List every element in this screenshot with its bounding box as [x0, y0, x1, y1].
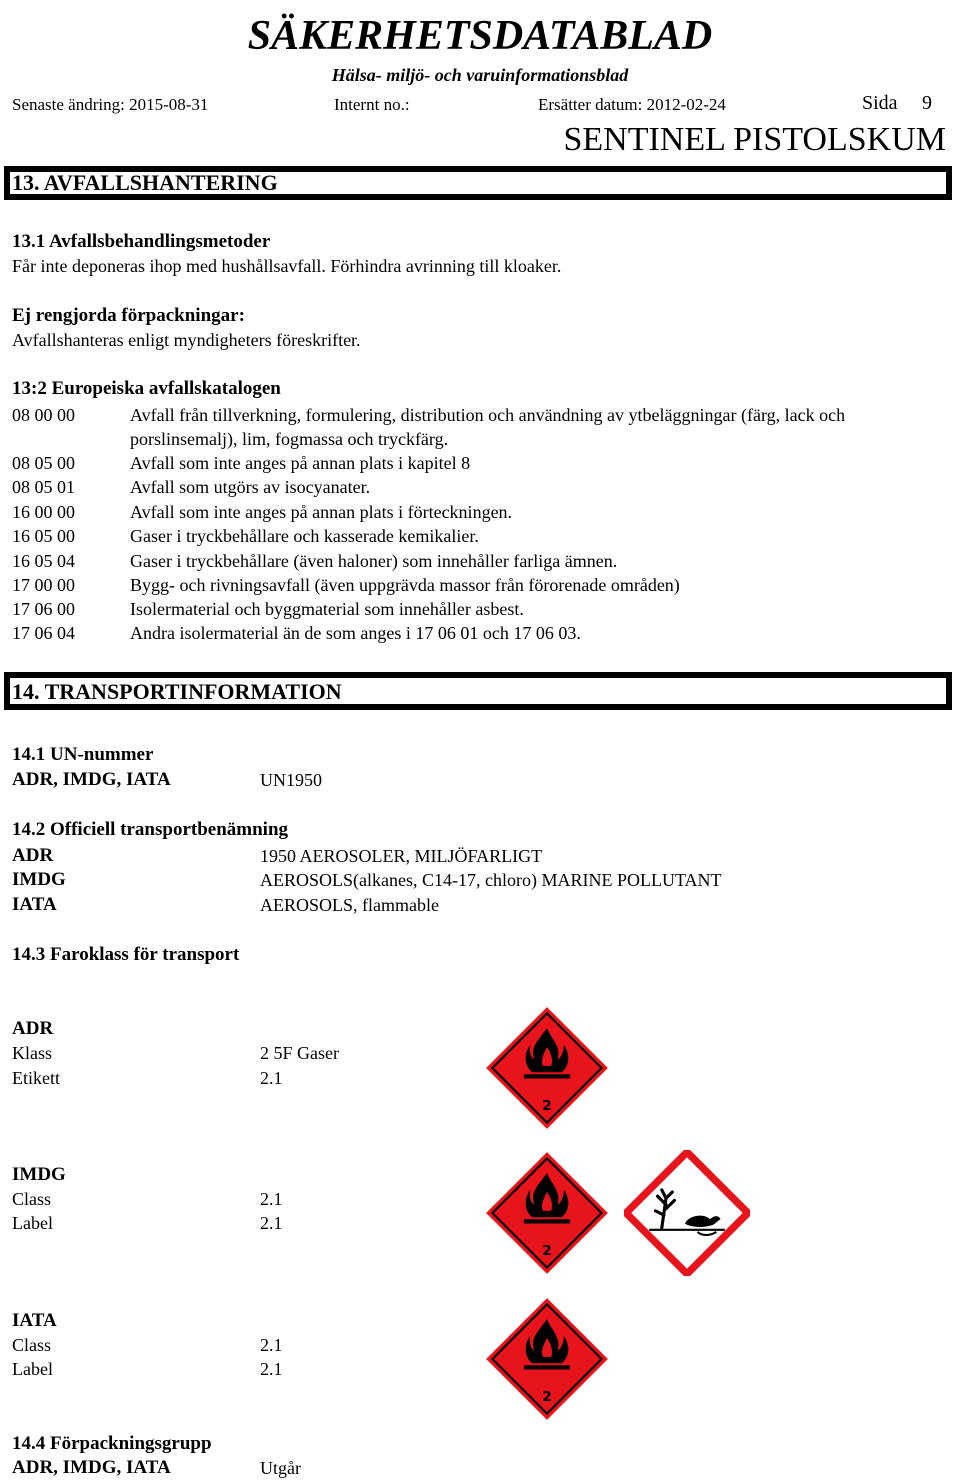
waste-methods-heading: 13.1 Avfallsbehandlingsmetoder	[12, 231, 271, 252]
diamond-class-number: 2	[542, 1389, 552, 1405]
packaging-heading: Ej rengjorda förpackningar:	[12, 305, 245, 326]
catalog-text: Gaser i tryckbehållare och kasserade kemikalier.	[130, 526, 479, 546]
catalog-text: Isolermaterial och byggmaterial som innehåller asbest.	[130, 599, 524, 619]
catalog-text: Bygg- och rivningsavfall (även uppgrävda massor från förorenade områden)	[130, 575, 680, 595]
document-subtitle: Hälsa- miljö- och varuinformationsblad	[331, 65, 629, 85]
waste-catalog-heading: 13:2 Europeiska avfallskatalogen	[12, 378, 281, 399]
un-number-value: UN1950	[260, 770, 322, 790]
adr-title: ADR	[12, 1018, 54, 1039]
catalog-code: 16 00 00	[12, 502, 75, 522]
page-label: Sida	[862, 92, 898, 114]
adr-class-value: 2 5F Gaser	[260, 1043, 339, 1063]
flammable-gas-diamond-icon	[484, 1150, 610, 1276]
diamond-class-number: 2	[542, 1098, 552, 1114]
packing-group-label: ADR, IMDG, IATA	[12, 1457, 171, 1478]
section-13-title: 13. AVFALLSHANTERING	[12, 170, 278, 195]
catalog-text: Andra isolermaterial än de som anges i 17 06 01 och 17 06 03.	[130, 623, 581, 643]
catalog-text: Gaser i tryckbehållare (även haloner) som innehåller farliga ämnen.	[130, 551, 618, 571]
catalog-code: 17 00 00	[12, 575, 75, 595]
catalog-code: 16 05 00	[12, 526, 75, 546]
imdg-class-label: Class	[12, 1189, 52, 1209]
iata-title: IATA	[12, 1310, 57, 1331]
iata-class-value: 2.1	[260, 1335, 283, 1355]
internal-number: Internt no.:	[334, 95, 410, 114]
iata-label-value: 2.1	[260, 1359, 283, 1379]
replaces-date: Ersätter datum: 2012-02-24	[538, 95, 726, 114]
catalog-code: 17 06 04	[12, 623, 75, 643]
shipping-name-heading: 14.2 Officiell transportbenämning	[12, 819, 289, 840]
last-change-date: Senaste ändring: 2015-08-31	[12, 95, 209, 114]
catalog-text: Avfall från tillverkning, formulering, distribution och användning av ytbeläggningar (färg, lack och porslinsemalj), lim, fogmassa och tryckfärg.	[130, 405, 846, 449]
hazard-class-heading: 14.3 Faroklass för transport	[12, 944, 240, 965]
catalog-code: 08 05 01	[12, 477, 75, 497]
diamond-class-number: 2	[542, 1243, 552, 1259]
flammable-gas-diamond-icon	[484, 1005, 610, 1131]
catalog-code: 16 05 04	[12, 551, 75, 571]
catalog-code: 08 00 00	[12, 405, 75, 425]
adr-label-value: 2.1	[260, 1068, 283, 1088]
iata-label-label: Label	[12, 1359, 53, 1379]
environment-hazard-diamond-icon	[624, 1150, 750, 1276]
un-number-heading: 14.1 UN-nummer	[12, 744, 154, 765]
shipping-name-label: IATA	[12, 894, 57, 915]
catalog-code: 08 05 00	[12, 453, 75, 473]
shipping-name-value: AEROSOLS, flammable	[260, 895, 439, 915]
packing-group-heading: 14.4 Förpackningsgrupp	[12, 1433, 212, 1454]
shipping-name-label: ADR	[12, 845, 54, 866]
section-14-title: 14. TRANSPORTINFORMATION	[12, 679, 342, 704]
catalog-text: Avfall som inte anges på annan plats i förteckningen.	[130, 502, 513, 522]
catalog-code: 17 06 00	[12, 599, 75, 619]
product-name: SENTINEL PISTOLSKUM	[563, 121, 946, 158]
adr-label-label: Etikett	[12, 1068, 60, 1088]
shipping-name-label: IMDG	[12, 869, 66, 890]
catalog-text: Avfall som utgörs av isocyanater.	[130, 477, 371, 497]
un-number-label: ADR, IMDG, IATA	[12, 769, 171, 790]
imdg-label-value: 2.1	[260, 1213, 283, 1233]
shipping-name-value: AEROSOLS(alkanes, C14-17, chloro) MARINE POLLUTANT	[260, 870, 722, 890]
packing-group-value: Utgår	[260, 1458, 301, 1478]
adr-class-label: Klass	[12, 1043, 52, 1063]
catalog-text: Avfall som inte anges på annan plats i kapitel 8	[130, 453, 471, 473]
flammable-gas-diamond-icon	[484, 1296, 610, 1422]
document-title: SÄKERHETSDATABLAD	[247, 13, 713, 59]
page-number: 9	[922, 92, 932, 114]
imdg-class-value: 2.1	[260, 1189, 283, 1209]
packaging-text: Avfallshanteras enligt myndigheters föreskrifter.	[12, 330, 361, 350]
imdg-title: IMDG	[12, 1164, 66, 1185]
iata-class-label: Class	[12, 1335, 52, 1355]
waste-methods-text: Får inte deponeras ihop med hushållsavfall. Förhindra avrinning till kloaker.	[12, 256, 562, 276]
shipping-name-value: 1950 AEROSOLER, MILJÖFARLIGT	[260, 846, 543, 866]
imdg-label-label: Label	[12, 1213, 53, 1233]
